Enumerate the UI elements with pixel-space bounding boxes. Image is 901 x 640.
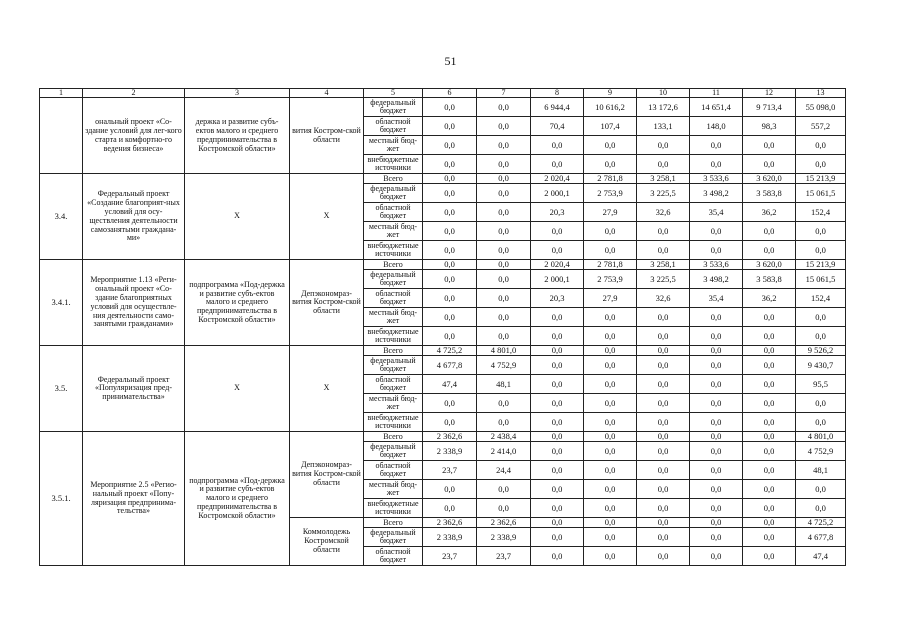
- funding-source-cell: федеральный бюджет: [364, 184, 423, 203]
- table-row: [40, 346, 846, 356]
- amount-cell: 9 430,7: [796, 356, 846, 375]
- amount-cell: 0,0: [584, 136, 637, 155]
- amount-cell: 27,9: [584, 203, 637, 222]
- funding-source-cell: местный бюд-жет: [364, 480, 423, 499]
- amount-cell: 0,0: [637, 327, 690, 346]
- amount-cell: 0,0: [637, 375, 690, 394]
- amount-cell: 0,0: [584, 499, 637, 518]
- amount-cell: 0,0: [584, 375, 637, 394]
- amount-cell: 0,0: [796, 308, 846, 327]
- amount-cell: 0,0: [743, 394, 796, 413]
- executor-cell: X: [290, 174, 364, 260]
- program-cell: X: [185, 174, 290, 260]
- amount-cell: 0,0: [531, 136, 584, 155]
- funding-source-cell: федеральный бюджет: [364, 270, 423, 289]
- funding-source-cell: внебюджетные источники: [364, 327, 423, 346]
- amount-cell: 0,0: [743, 155, 796, 174]
- amount-cell: 0,0: [531, 461, 584, 480]
- table-row: [40, 260, 846, 270]
- amount-cell: 0,0: [743, 356, 796, 375]
- amount-cell: 3 498,2: [690, 184, 743, 203]
- item-number-cell: [40, 98, 83, 174]
- amount-cell: 36,2: [743, 289, 796, 308]
- amount-cell: 4 725,2: [423, 346, 477, 356]
- amount-cell: 0,0: [584, 327, 637, 346]
- amount-cell: 0,0: [477, 117, 531, 136]
- column-number: 5: [364, 89, 423, 98]
- amount-cell: 15 213,9: [796, 174, 846, 184]
- funding-source-cell: внебюджетные источники: [364, 155, 423, 174]
- amount-cell: 0,0: [423, 98, 477, 117]
- amount-cell: 3 583,8: [743, 270, 796, 289]
- amount-cell: 0,0: [690, 394, 743, 413]
- amount-cell: 0,0: [423, 260, 477, 270]
- amount-cell: 0,0: [743, 461, 796, 480]
- funding-source-cell: местный бюд-жет: [364, 394, 423, 413]
- amount-cell: 0,0: [743, 346, 796, 356]
- column-number: 10: [637, 89, 690, 98]
- table-body: [40, 98, 846, 566]
- amount-cell: 2 753,9: [584, 184, 637, 203]
- amount-cell: 10 616,2: [584, 98, 637, 117]
- amount-cell: 0,0: [690, 547, 743, 566]
- amount-cell: 0,0: [743, 375, 796, 394]
- amount-cell: 13 172,6: [637, 98, 690, 117]
- amount-cell: 0,0: [690, 518, 743, 528]
- amount-cell: 0,0: [690, 528, 743, 547]
- amount-cell: 0,0: [477, 136, 531, 155]
- table-row: [40, 174, 846, 184]
- amount-cell: 0,0: [584, 547, 637, 566]
- amount-cell: 32,6: [637, 203, 690, 222]
- amount-cell: 15 061,5: [796, 184, 846, 203]
- amount-cell: 0,0: [477, 222, 531, 241]
- amount-cell: 0,0: [477, 289, 531, 308]
- page-number: 51: [444, 54, 457, 68]
- funding-source-cell: Всего: [364, 518, 423, 528]
- amount-cell: 0,0: [477, 155, 531, 174]
- amount-cell: 0,0: [637, 480, 690, 499]
- amount-cell: 2 020,4: [531, 260, 584, 270]
- amount-cell: 0,0: [531, 308, 584, 327]
- amount-cell: 0,0: [584, 308, 637, 327]
- amount-cell: 0,0: [584, 155, 637, 174]
- amount-cell: 2 000,1: [531, 270, 584, 289]
- amount-cell: 0,0: [637, 346, 690, 356]
- amount-cell: 27,9: [584, 289, 637, 308]
- amount-cell: 35,4: [690, 289, 743, 308]
- amount-cell: 0,0: [637, 499, 690, 518]
- amount-cell: 0,0: [477, 98, 531, 117]
- amount-cell: 0,0: [743, 222, 796, 241]
- amount-cell: 148,0: [690, 117, 743, 136]
- amount-cell: 0,0: [423, 184, 477, 203]
- amount-cell: 0,0: [743, 547, 796, 566]
- amount-cell: 2 338,9: [477, 528, 531, 547]
- amount-cell: 0,0: [423, 270, 477, 289]
- amount-cell: 0,0: [477, 413, 531, 432]
- item-name-cell: Мероприятие 2.5 «Регио-нальный проект «Попу-ляризация предпринима-тельства»: [83, 432, 185, 566]
- amount-cell: 0,0: [637, 155, 690, 174]
- amount-cell: 0,0: [477, 394, 531, 413]
- amount-cell: 35,4: [690, 203, 743, 222]
- amount-cell: 4 677,8: [423, 356, 477, 375]
- amount-cell: 0,0: [637, 356, 690, 375]
- column-number: 7: [477, 89, 531, 98]
- amount-cell: 95,5: [796, 375, 846, 394]
- amount-cell: 4 752,9: [477, 356, 531, 375]
- funding-source-cell: внебюджетные источники: [364, 413, 423, 432]
- amount-cell: 0,0: [423, 394, 477, 413]
- item-number-cell: 3.5.: [40, 346, 83, 432]
- amount-cell: 4 752,9: [796, 442, 846, 461]
- amount-cell: 0,0: [531, 356, 584, 375]
- program-cell: подпрограмма «Под-держка и развитие субъ-ектов малого и среднего предпринимательства в Костромской области»: [185, 260, 290, 346]
- amount-cell: 0,0: [690, 222, 743, 241]
- executor-cell: Депэкономраз-вития Костром-ской области: [290, 260, 364, 346]
- amount-cell: 0,0: [637, 442, 690, 461]
- amount-cell: 0,0: [743, 413, 796, 432]
- amount-cell: 0,0: [531, 518, 584, 528]
- amount-cell: 2 781,8: [584, 260, 637, 270]
- program-cell: держка и развитие субъ-ектов малого и среднего предпринимательства в Костромской области»: [185, 98, 290, 174]
- amount-cell: 0,0: [743, 499, 796, 518]
- executor-cell: Коммолодежь Костромской области: [290, 518, 364, 566]
- funding-source-cell: федеральный бюджет: [364, 528, 423, 547]
- amount-cell: 0,0: [584, 222, 637, 241]
- amount-cell: 0,0: [531, 346, 584, 356]
- amount-cell: 98,3: [743, 117, 796, 136]
- executor-cell: X: [290, 346, 364, 432]
- amount-cell: 15 061,5: [796, 270, 846, 289]
- amount-cell: 0,0: [531, 480, 584, 499]
- amount-cell: 0,0: [423, 308, 477, 327]
- item-number-cell: 3.5.1.: [40, 432, 83, 566]
- amount-cell: 0,0: [743, 480, 796, 499]
- amount-cell: 0,0: [423, 203, 477, 222]
- amount-cell: 2 000,1: [531, 184, 584, 203]
- amount-cell: 0,0: [584, 413, 637, 432]
- amount-cell: 0,0: [584, 518, 637, 528]
- column-number: 1: [40, 89, 83, 98]
- funding-source-cell: федеральный бюджет: [364, 442, 423, 461]
- amount-cell: 0,0: [584, 241, 637, 260]
- amount-cell: 0,0: [743, 528, 796, 547]
- amount-cell: 0,0: [423, 499, 477, 518]
- amount-cell: 0,0: [690, 356, 743, 375]
- amount-cell: 0,0: [743, 518, 796, 528]
- amount-cell: 0,0: [796, 413, 846, 432]
- item-number-cell: 3.4.: [40, 174, 83, 260]
- amount-cell: 0,0: [531, 155, 584, 174]
- amount-cell: 0,0: [637, 547, 690, 566]
- column-number: 9: [584, 89, 637, 98]
- amount-cell: 0,0: [743, 432, 796, 442]
- amount-cell: 0,0: [531, 499, 584, 518]
- amount-cell: 0,0: [584, 346, 637, 356]
- amount-cell: 0,0: [690, 413, 743, 432]
- amount-cell: 0,0: [584, 442, 637, 461]
- amount-cell: 0,0: [477, 241, 531, 260]
- amount-cell: 2 020,4: [531, 174, 584, 184]
- amount-cell: 0,0: [477, 480, 531, 499]
- funding-source-cell: Всего: [364, 346, 423, 356]
- funding-source-cell: Всего: [364, 174, 423, 184]
- amount-cell: 0,0: [690, 241, 743, 260]
- amount-cell: 0,0: [423, 117, 477, 136]
- amount-cell: 0,0: [796, 499, 846, 518]
- program-cell: X: [185, 346, 290, 432]
- funding-source-cell: областной бюджет: [364, 203, 423, 222]
- amount-cell: 0,0: [796, 155, 846, 174]
- amount-cell: 0,0: [690, 327, 743, 346]
- column-number: 2: [83, 89, 185, 98]
- amount-cell: 0,0: [796, 241, 846, 260]
- amount-cell: 0,0: [477, 499, 531, 518]
- funding-source-cell: местный бюд-жет: [364, 308, 423, 327]
- amount-cell: 0,0: [531, 442, 584, 461]
- column-number: 6: [423, 89, 477, 98]
- amount-cell: 0,0: [531, 327, 584, 346]
- amount-cell: 3 258,1: [637, 260, 690, 270]
- amount-cell: 0,0: [690, 480, 743, 499]
- amount-cell: 3 258,1: [637, 174, 690, 184]
- amount-cell: 0,0: [423, 241, 477, 260]
- amount-cell: 14 651,4: [690, 98, 743, 117]
- column-number: 13: [796, 89, 846, 98]
- amount-cell: 2 362,6: [423, 432, 477, 442]
- amount-cell: 152,4: [796, 203, 846, 222]
- column-number: 4: [290, 89, 364, 98]
- amount-cell: 36,2: [743, 203, 796, 222]
- amount-cell: 48,1: [796, 461, 846, 480]
- funding-source-cell: областной бюджет: [364, 117, 423, 136]
- amount-cell: 3 225,5: [637, 270, 690, 289]
- amount-cell: 3 533,6: [690, 174, 743, 184]
- amount-cell: 152,4: [796, 289, 846, 308]
- amount-cell: 6 944,4: [531, 98, 584, 117]
- item-name-cell: Мероприятие 1.13 «Реги-ональный проект «Со-здание благоприятных условий для осуществле-ния деятельности само-занятыми гражданами»: [83, 260, 185, 346]
- amount-cell: 2 438,4: [477, 432, 531, 442]
- amount-cell: 0,0: [423, 222, 477, 241]
- item-name-cell: Федеральный проект «Популяризация пред-принимательства»: [83, 346, 185, 432]
- budget-table: [39, 88, 846, 566]
- amount-cell: 0,0: [637, 241, 690, 260]
- item-name-cell: Федеральный проект «Создание благоприят-ных условий для осу-ществления деятельности самозанятыми граждана-ми»: [83, 174, 185, 260]
- amount-cell: 48,1: [477, 375, 531, 394]
- amount-cell: 2 781,8: [584, 174, 637, 184]
- amount-cell: 0,0: [423, 327, 477, 346]
- amount-cell: 0,0: [690, 155, 743, 174]
- column-number: 11: [690, 89, 743, 98]
- amount-cell: 0,0: [690, 375, 743, 394]
- funding-source-cell: внебюджетные источники: [364, 499, 423, 518]
- amount-cell: 0,0: [423, 413, 477, 432]
- amount-cell: 0,0: [690, 432, 743, 442]
- executor-cell: вития Костром-ской области: [290, 98, 364, 174]
- amount-cell: 0,0: [423, 480, 477, 499]
- amount-cell: 557,2: [796, 117, 846, 136]
- funding-source-cell: областной бюджет: [364, 375, 423, 394]
- amount-cell: 0,0: [637, 518, 690, 528]
- amount-cell: 55 098,0: [796, 98, 846, 117]
- amount-cell: 0,0: [690, 346, 743, 356]
- amount-cell: 0,0: [477, 270, 531, 289]
- amount-cell: 2 362,6: [477, 518, 531, 528]
- amount-cell: 32,6: [637, 289, 690, 308]
- executor-cell: Депэкономраз-вития Костром-ской области: [290, 432, 364, 518]
- amount-cell: 0,0: [637, 461, 690, 480]
- amount-cell: 70,4: [531, 117, 584, 136]
- amount-cell: 23,7: [423, 547, 477, 566]
- amount-cell: 4 677,8: [796, 528, 846, 547]
- funding-source-cell: федеральный бюджет: [364, 98, 423, 117]
- amount-cell: 0,0: [584, 480, 637, 499]
- amount-cell: 0,0: [477, 260, 531, 270]
- amount-cell: 0,0: [796, 480, 846, 499]
- amount-cell: 0,0: [690, 442, 743, 461]
- item-number-cell: 3.4.1.: [40, 260, 83, 346]
- amount-cell: 47,4: [796, 547, 846, 566]
- item-name-cell: ональный проект «Со-здание условий для лег-кого старта и комфортно-го ведения бизнеса»: [83, 98, 185, 174]
- amount-cell: 0,0: [584, 432, 637, 442]
- amount-cell: 4 725,2: [796, 518, 846, 528]
- amount-cell: 4 801,0: [477, 346, 531, 356]
- funding-source-cell: федеральный бюджет: [364, 356, 423, 375]
- amount-cell: 0,0: [584, 461, 637, 480]
- funding-source-cell: Всего: [364, 260, 423, 270]
- amount-cell: 0,0: [796, 327, 846, 346]
- amount-cell: 0,0: [637, 528, 690, 547]
- amount-cell: 0,0: [690, 136, 743, 155]
- amount-cell: 0,0: [743, 136, 796, 155]
- amount-cell: 0,0: [531, 432, 584, 442]
- amount-cell: 15 213,9: [796, 260, 846, 270]
- amount-cell: 0,0: [477, 174, 531, 184]
- amount-cell: 0,0: [423, 155, 477, 174]
- amount-cell: 0,0: [796, 394, 846, 413]
- column-numbers-row: [40, 89, 846, 98]
- amount-cell: 47,4: [423, 375, 477, 394]
- amount-cell: 20,3: [531, 203, 584, 222]
- amount-cell: 0,0: [531, 241, 584, 260]
- amount-cell: 23,7: [477, 547, 531, 566]
- funding-source-cell: внебюджетные источники: [364, 241, 423, 260]
- amount-cell: 0,0: [477, 203, 531, 222]
- amount-cell: 0,0: [690, 308, 743, 327]
- column-number: 8: [531, 89, 584, 98]
- funding-source-cell: Всего: [364, 432, 423, 442]
- amount-cell: 24,4: [477, 461, 531, 480]
- funding-source-cell: областной бюджет: [364, 461, 423, 480]
- amount-cell: 23,7: [423, 461, 477, 480]
- amount-cell: 0,0: [584, 394, 637, 413]
- funding-source-cell: местный бюд-жет: [364, 222, 423, 241]
- amount-cell: 0,0: [584, 528, 637, 547]
- amount-cell: 0,0: [477, 184, 531, 203]
- amount-cell: 9 526,2: [796, 346, 846, 356]
- amount-cell: 0,0: [637, 308, 690, 327]
- amount-cell: 0,0: [690, 499, 743, 518]
- amount-cell: 0,0: [531, 222, 584, 241]
- amount-cell: 0,0: [637, 413, 690, 432]
- amount-cell: 0,0: [531, 413, 584, 432]
- amount-cell: 0,0: [531, 375, 584, 394]
- amount-cell: 2 414,0: [477, 442, 531, 461]
- amount-cell: 0,0: [531, 547, 584, 566]
- amount-cell: 0,0: [743, 442, 796, 461]
- amount-cell: 0,0: [637, 136, 690, 155]
- amount-cell: 0,0: [637, 222, 690, 241]
- amount-cell: 3 620,0: [743, 174, 796, 184]
- amount-cell: 3 498,2: [690, 270, 743, 289]
- amount-cell: 20,3: [531, 289, 584, 308]
- amount-cell: 0,0: [531, 528, 584, 547]
- amount-cell: 0,0: [743, 327, 796, 346]
- column-number: 3: [185, 89, 290, 98]
- amount-cell: 0,0: [531, 394, 584, 413]
- amount-cell: 0,0: [637, 394, 690, 413]
- amount-cell: 0,0: [423, 136, 477, 155]
- amount-cell: 2 753,9: [584, 270, 637, 289]
- amount-cell: 2 362,6: [423, 518, 477, 528]
- amount-cell: 3 533,6: [690, 260, 743, 270]
- amount-cell: 3 620,0: [743, 260, 796, 270]
- amount-cell: 3 583,8: [743, 184, 796, 203]
- amount-cell: 133,1: [637, 117, 690, 136]
- amount-cell: 0,0: [796, 136, 846, 155]
- amount-cell: 2 338,9: [423, 442, 477, 461]
- amount-cell: 0,0: [637, 432, 690, 442]
- amount-cell: 0,0: [796, 222, 846, 241]
- amount-cell: 2 338,9: [423, 528, 477, 547]
- funding-source-cell: областной бюджет: [364, 289, 423, 308]
- table-row: [40, 98, 846, 117]
- program-cell: подпрограмма «Под-держка и развитие субъ-ектов малого и среднего предпринимательства в Костромской области»: [185, 432, 290, 566]
- amount-cell: 0,0: [743, 308, 796, 327]
- amount-cell: 0,0: [477, 308, 531, 327]
- funding-source-cell: областной бюджет: [364, 547, 423, 566]
- amount-cell: 0,0: [690, 461, 743, 480]
- amount-cell: 0,0: [477, 327, 531, 346]
- amount-cell: 9 713,4: [743, 98, 796, 117]
- amount-cell: 0,0: [423, 174, 477, 184]
- amount-cell: 0,0: [743, 241, 796, 260]
- funding-source-cell: местный бюд-жет: [364, 136, 423, 155]
- amount-cell: 4 801,0: [796, 432, 846, 442]
- amount-cell: 0,0: [423, 289, 477, 308]
- column-number: 12: [743, 89, 796, 98]
- amount-cell: 0,0: [584, 356, 637, 375]
- table-row: [40, 432, 846, 442]
- amount-cell: 107,4: [584, 117, 637, 136]
- amount-cell: 3 225,5: [637, 184, 690, 203]
